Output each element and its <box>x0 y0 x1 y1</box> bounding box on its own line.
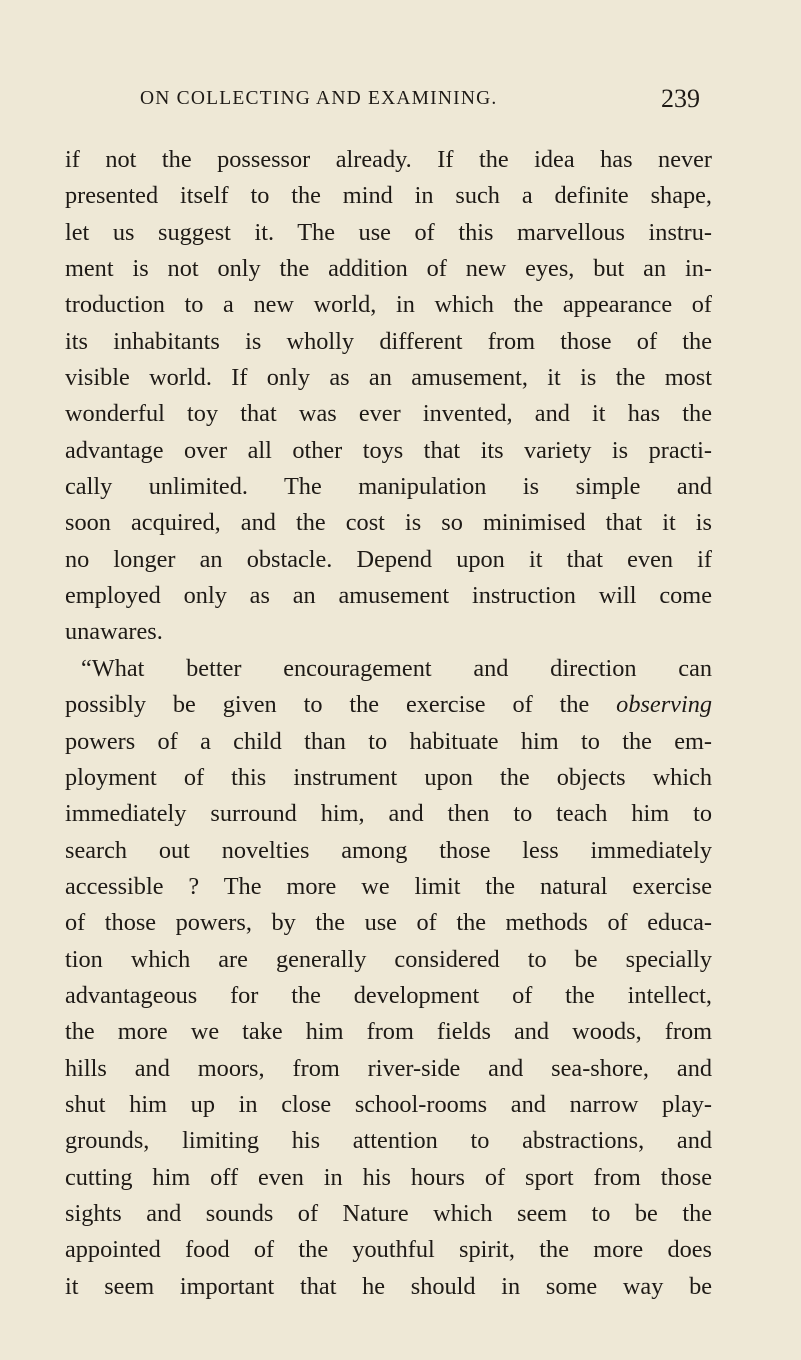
text-line: advantageous for the development of the intellect, <box>65 981 712 1009</box>
paragraph-end-line: unawares. <box>65 618 163 646</box>
text-line: cally unlimited. The manipulation is simple and <box>65 473 712 501</box>
body-text <box>65 142 712 1305</box>
text-line: appointed food of the youthful spirit, the more does <box>65 1236 712 1264</box>
text-line: immediately surround him, and then to teach him to <box>65 800 712 828</box>
page-header <box>140 84 700 118</box>
text-line: tion which are generally considered to be specially <box>65 945 712 973</box>
text-line: no longer an obstacle. Depend upon it that even if <box>65 545 712 573</box>
text-line: soon acquired, and the cost is so minimised that it is <box>65 509 712 537</box>
text-line: hills and moors, from river-side and sea-shore, and <box>65 1054 712 1082</box>
text-line: visible world. If only as an amusement, it is the most <box>65 364 712 392</box>
text-line: accessible ? The more we limit the natural exercise <box>65 872 712 900</box>
text-run: possibly be given to the exercise of the <box>65 691 617 719</box>
text-line: grounds, limiting his attention to abstractions, and <box>65 1127 712 1155</box>
text-line: shut him up in close school-rooms and narrow play- <box>65 1090 712 1118</box>
text-line: employed only as an amusement instruction will come <box>65 582 712 610</box>
text-line: advantage over all other toys that its variety is practi- <box>65 436 712 464</box>
text-line: its inhabitants is wholly different from those of the <box>65 327 712 355</box>
text-line: wonderful toy that was ever invented, and it has the <box>65 400 712 428</box>
text-line: if not the possessor already. If the idea has never <box>65 146 712 173</box>
text-line: the more we take him from fields and woods, from <box>65 1018 712 1046</box>
italic-word: observing <box>616 691 712 719</box>
text-line: of those powers, by the use of the methods of educa- <box>65 909 712 937</box>
page-number: 239 <box>661 84 700 113</box>
text-line: presented itself to the mind in such a definite shape, <box>65 182 712 210</box>
text-line: sights and sounds of Nature which seem to be the <box>65 1199 712 1227</box>
text-line-with-italic <box>65 687 712 723</box>
running-title: ON COLLECTING AND EXAMINING. <box>140 88 498 109</box>
text-line: ployment of this instrument upon the objects which <box>65 763 712 791</box>
text-line: search out novelties among those less immediately <box>65 836 712 864</box>
text-line: powers of a child than to habituate him to the em- <box>65 727 712 755</box>
paragraph-start-line: “What better encouragement and direction can <box>81 654 712 682</box>
text-line: ment is not only the addition of new eyes, but an in- <box>65 255 712 283</box>
text-line: cutting him off even in his hours of sport from those <box>65 1163 712 1191</box>
text-line: it seem important that he should in some way be <box>65 1272 712 1300</box>
text-line: troduction to a new world, in which the appearance of <box>65 291 712 319</box>
text-line: let us suggest it. The use of this marvellous instru- <box>65 218 712 246</box>
